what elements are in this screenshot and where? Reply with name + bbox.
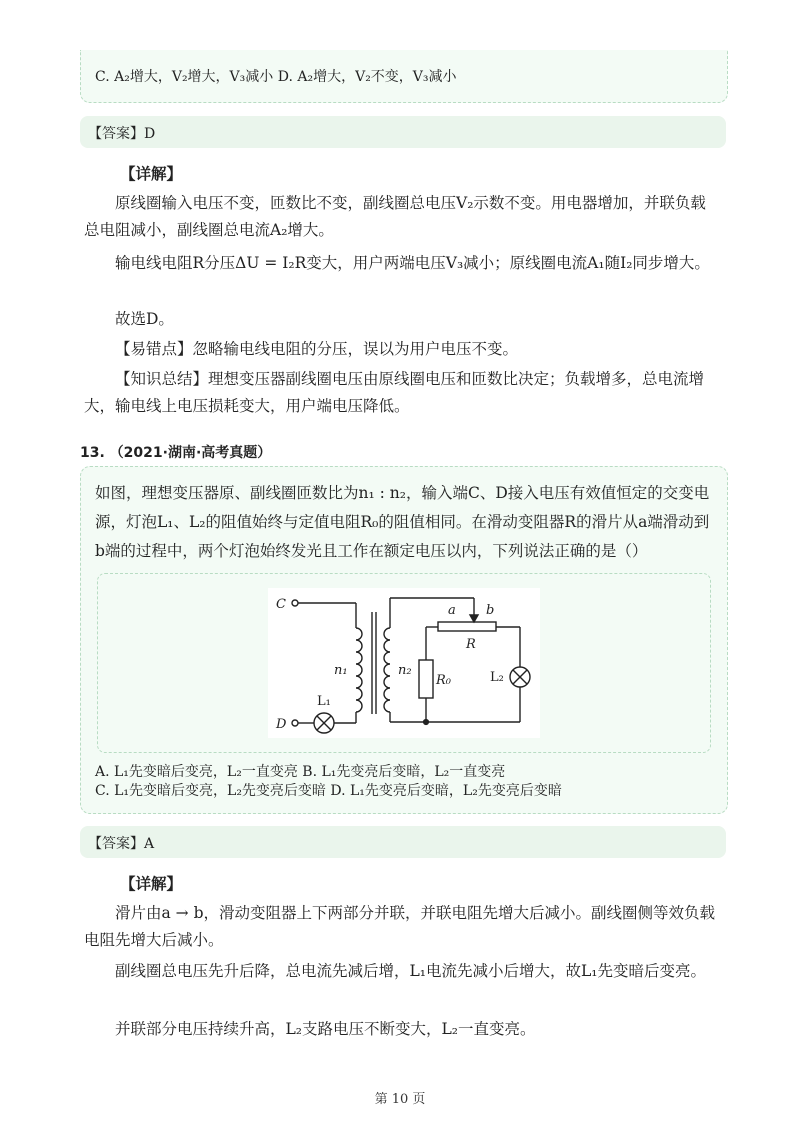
explain-13-heading: 【详解】 <box>120 874 183 893</box>
label-b: b <box>486 603 495 618</box>
prev-explain-heading: 【详解】 <box>120 164 183 183</box>
label-a: a <box>448 603 456 618</box>
label-R: R <box>466 637 476 652</box>
explain-13-p3: 并联部分电压持续升高，L₂支路电压不断变大，L₂一直变亮。 <box>115 1020 536 1038</box>
label-D: D <box>276 717 287 732</box>
prev-explain-p1: 原线圈输入电压不变，匝数比不变，副线圈总电压V₂示数不变。用电器增加，并联负载总电阻减小，副线圈总电流A₂增大。 <box>84 194 706 239</box>
circuit-figure-box <box>97 573 711 753</box>
prev-answer-bar <box>80 116 726 148</box>
prev-answer-label: 【答案】D <box>88 126 156 142</box>
prev-question-box <box>80 50 728 103</box>
circuit-diagram <box>268 588 540 738</box>
prev-options: C. A₂增大，V₂增大，V₃减小 D. A₂增大，V₂不变，V₃减小 <box>95 69 457 85</box>
question-13-choices <box>95 763 562 801</box>
prev-explain-p5: 【知识总结】理想变压器副线圈电压由原线圈电压和匝数比决定；负载增多，总电流增大，输电线上电压损耗变大，用户端电压降低。 <box>84 370 705 415</box>
choices-line-2: C. L₁先变暗后变亮，L₂先变亮后变暗 D. L₁先变亮后变暗，L₂先变亮后变暗 <box>95 783 562 799</box>
label-L2: L₂ <box>490 670 504 685</box>
prev-explain-p4: 【易错点】忽略输电线电阻的分压，误以为用户电压不变。 <box>115 340 519 358</box>
explain-13-p2: 副线圈总电压先升后降，总电流先减后增，L₁电流先减小后增大，故L₁先变暗后变亮。 <box>115 962 707 980</box>
choices-line-1: A. L₁先变暗后变亮，L₂一直变亮 B. L₁先变亮后变暗，L₂一直变亮 <box>95 764 506 780</box>
label-R0: R₀ <box>436 673 451 688</box>
page-number: 第 10 页 <box>374 1092 426 1107</box>
explain-13-p1: 滑片由a → b，滑动变阻器上下两部分并联，并联电阻先增大后减小。副线圈侧等效负载电阻先增大后减小。 <box>84 904 716 949</box>
label-C: C <box>276 597 286 612</box>
label-n2: n₂ <box>398 663 412 678</box>
prev-explain-p2: 输电线电阻R分压ΔU = I₂R变大，用户两端电压V₃减小；原线圈电流A₁随I₂同步增大。 <box>115 254 710 272</box>
label-L1: L₁ <box>317 694 331 709</box>
answer-13-bar <box>80 826 726 858</box>
label-n1: n₁ <box>334 663 348 678</box>
prev-explain-p3: 故选D。 <box>115 310 174 328</box>
question-13-stem: 如图，理想变压器原、副线圈匝数比为n₁ : n₂，输入端C、D接入电压有效值恒定的交变电源，灯泡L₁、L₂的阻值始终与定值电阻R₀的阻值相同。在滑动变阻器R的滑片从a端滑动到b端的过程中，两个灯泡始终发光且工作在额定电压以内，下列说法正确的是（） <box>95 484 710 560</box>
question-13-title: 13. （2021·湖南·高考真题） <box>80 445 272 461</box>
answer-13-label: 【答案】A <box>88 836 155 852</box>
question-13-box <box>80 466 728 814</box>
